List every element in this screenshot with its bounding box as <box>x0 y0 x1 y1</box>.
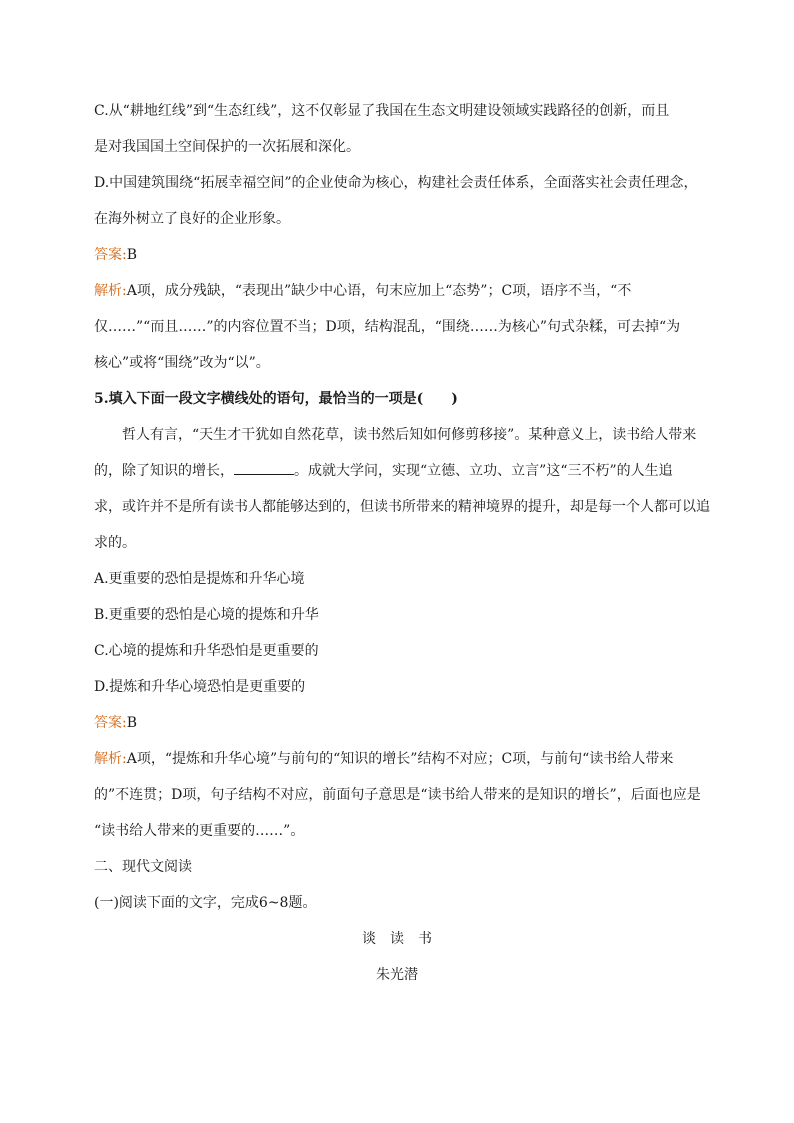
article-title: 谈 读 书 <box>362 931 432 947</box>
q5-explanation-2: 的”不连贯；D项，句子结构不对应，前面句子意思是“读书给人带来的是知识的增长”，后面也应是 <box>94 787 701 803</box>
passage-text-b: 。成就大学问，实现“立德、立功、立言”这“三不朽”的人生追 <box>294 463 673 479</box>
q5-option-c: C.心境的提炼和升华恐怕是更重要的 <box>94 643 319 659</box>
option-c-line-2: 是对我国国土空间保护的一次拓展和深化。 <box>94 139 360 155</box>
q4-answer <box>94 245 700 265</box>
q5-stem: 5.填入下面一段文字横线处的语句，最恰当的一项是( ) <box>94 391 458 407</box>
q4-explanation-1 <box>94 281 700 301</box>
explanation-label: 解析: <box>94 283 127 299</box>
explanation-text: A项，“提炼和升华心境”与前句的“知识的增长”结构不对应；C项，与前句“读书给人带来 <box>126 751 674 767</box>
option-d-line-1: D.中国建筑围绕“拓展幸福空间”的企业使命为核心，构建社会责任体系，全面落实社会责任理念， <box>94 175 698 191</box>
q5-option-d: D.提炼和升华心境恐怕是更重要的 <box>94 679 306 695</box>
answer-label: 答案: <box>94 247 127 263</box>
passage-text-a: 的，除了知识的增长， <box>94 463 234 479</box>
explanation-text: A项，成分残缺，“表现出”缺少中心语，句末应加上“态势”；C项，语序不当，“不 <box>126 283 632 299</box>
subsection-heading: (一)阅读下面的文字，完成6~8题。 <box>94 895 317 911</box>
q5-answer <box>94 713 700 733</box>
answer-value: B <box>126 715 138 731</box>
q4-explanation-2: 仅……”“而且……”的内容位置不当；D项，结构混乱，“围绕……为核心”句式杂糅，可去掉“为 <box>94 319 681 335</box>
q5-passage-4: 求的。 <box>94 535 136 551</box>
option-d-line-2: 在海外树立了良好的企业形象。 <box>94 211 290 227</box>
q5-passage-3: 求，或许并不是所有读书人都能够达到的，但读书所带来的精神境界的提升，却是每一个人都可以追 <box>94 499 710 515</box>
q5-passage-1: 哲人有言，“天生才干犹如自然花草，读书然后知如何修剪移接”。某种意义上，读书给人带来 <box>122 427 697 443</box>
document-page <box>94 101 710 1001</box>
q5-option-a: A.更重要的恐怕是提炼和升华心境 <box>94 571 305 587</box>
fill-blank <box>234 462 294 475</box>
q5-explanation-1 <box>94 749 700 769</box>
answer-label: 答案: <box>94 715 127 731</box>
q5-option-b: B.更重要的恐怕是心境的提炼和升华 <box>94 607 319 623</box>
answer-value: B <box>126 247 138 263</box>
q5-passage-2 <box>94 461 700 481</box>
option-c-line-1: C.从“耕地红线”到“生态红线”，这不仅彰显了我国在生态文明建设领域实践路径的创新，而且 <box>94 103 670 119</box>
section-heading: 二、现代文阅读 <box>94 859 192 875</box>
explanation-label: 解析: <box>94 751 127 767</box>
q4-explanation-3: 核心”或将“围绕”改为“以”。 <box>94 355 270 371</box>
article-author: 朱光潜 <box>376 967 418 983</box>
q5-explanation-3: “读书给人带来的更重要的……”。 <box>94 823 305 839</box>
